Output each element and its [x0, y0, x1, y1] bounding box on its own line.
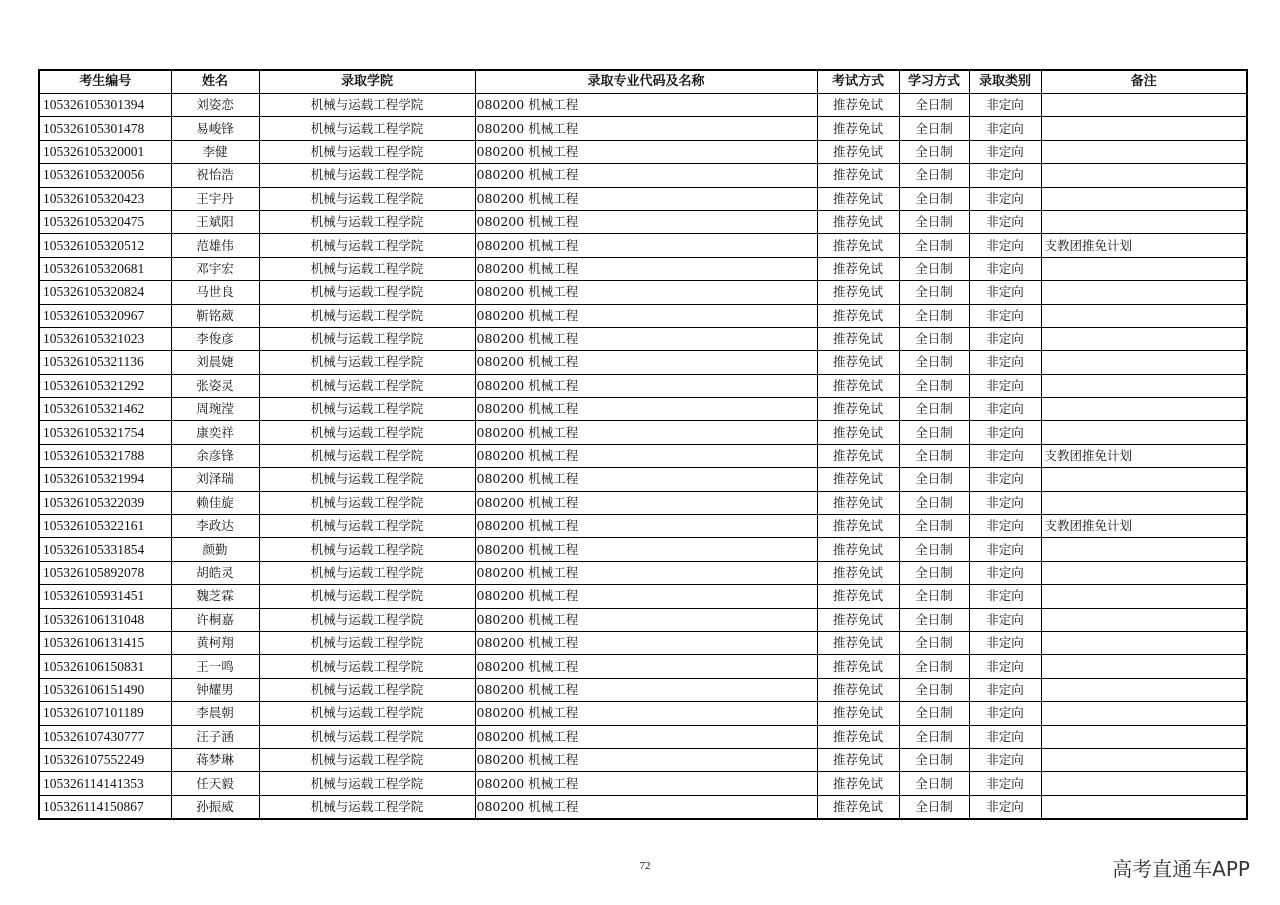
cell-exam-type: 推荐免试: [817, 257, 899, 280]
cell-study-mode: 全日制: [899, 187, 969, 210]
cell-category: 非定向: [969, 795, 1041, 819]
watermark-text: 高考直通车APP: [1112, 857, 1250, 881]
table-row: [39, 421, 1247, 444]
cell-notes: [1041, 468, 1247, 491]
cell-notes: [1041, 795, 1247, 819]
cell-candidate-id: 105326105321788: [39, 444, 171, 467]
table-row: [39, 585, 1247, 608]
cell-school: 机械与运载工程学院: [259, 772, 475, 795]
cell-study-mode: 全日制: [899, 538, 969, 561]
cell-candidate-id: 105326105320681: [39, 257, 171, 280]
cell-major: 080200 机械工程: [475, 538, 817, 561]
cell-category: 非定向: [969, 538, 1041, 561]
header-notes: 备注: [1041, 70, 1247, 94]
cell-study-mode: 全日制: [899, 140, 969, 163]
cell-category: 非定向: [969, 187, 1041, 210]
cell-notes: [1041, 772, 1247, 795]
cell-name: 康奕祥: [171, 421, 259, 444]
cell-study-mode: 全日制: [899, 491, 969, 514]
cell-category: 非定向: [969, 421, 1041, 444]
table-row: [39, 327, 1247, 350]
cell-school: 机械与运载工程学院: [259, 351, 475, 374]
cell-name: 王斌阳: [171, 210, 259, 233]
cell-notes: [1041, 748, 1247, 771]
cell-name: 王一鸣: [171, 655, 259, 678]
admission-table: [38, 69, 1248, 820]
cell-category: 非定向: [969, 94, 1041, 117]
cell-notes: [1041, 702, 1247, 725]
cell-school: 机械与运载工程学院: [259, 374, 475, 397]
cell-exam-type: 推荐免试: [817, 117, 899, 140]
cell-candidate-id: 105326105321994: [39, 468, 171, 491]
cell-name: 任天毅: [171, 772, 259, 795]
cell-study-mode: 全日制: [899, 678, 969, 701]
table-body: [39, 94, 1247, 820]
header-exam-type: 考试方式: [817, 70, 899, 94]
cell-major: 080200 机械工程: [475, 491, 817, 514]
cell-name: 李晨朝: [171, 702, 259, 725]
cell-major: 080200 机械工程: [475, 210, 817, 233]
cell-notes: [1041, 374, 1247, 397]
cell-candidate-id: 105326106151490: [39, 678, 171, 701]
cell-exam-type: 推荐免试: [817, 304, 899, 327]
cell-category: 非定向: [969, 772, 1041, 795]
cell-exam-type: 推荐免试: [817, 281, 899, 304]
cell-school: 机械与运载工程学院: [259, 327, 475, 350]
cell-category: 非定向: [969, 234, 1041, 257]
table-header-row: [39, 70, 1247, 94]
cell-candidate-id: 105326105321462: [39, 398, 171, 421]
cell-exam-type: 推荐免试: [817, 585, 899, 608]
table-row: [39, 210, 1247, 233]
cell-major: 080200 机械工程: [475, 468, 817, 491]
cell-notes: [1041, 117, 1247, 140]
cell-major: 080200 机械工程: [475, 608, 817, 631]
table-row: [39, 748, 1247, 771]
cell-study-mode: 全日制: [899, 164, 969, 187]
cell-major: 080200 机械工程: [475, 374, 817, 397]
cell-school: 机械与运载工程学院: [259, 398, 475, 421]
cell-school: 机械与运载工程学院: [259, 561, 475, 584]
cell-study-mode: 全日制: [899, 304, 969, 327]
cell-major: 080200 机械工程: [475, 748, 817, 771]
cell-candidate-id: 105326105301478: [39, 117, 171, 140]
cell-major: 080200 机械工程: [475, 561, 817, 584]
cell-category: 非定向: [969, 281, 1041, 304]
cell-notes: [1041, 281, 1247, 304]
cell-category: 非定向: [969, 631, 1041, 654]
cell-candidate-id: 105326105320824: [39, 281, 171, 304]
cell-candidate-id: 105326105331854: [39, 538, 171, 561]
cell-name: 赖佳旋: [171, 491, 259, 514]
cell-major: 080200 机械工程: [475, 281, 817, 304]
cell-major: 080200 机械工程: [475, 421, 817, 444]
cell-exam-type: 推荐免试: [817, 444, 899, 467]
cell-notes: [1041, 655, 1247, 678]
cell-major: 080200 机械工程: [475, 117, 817, 140]
cell-candidate-id: 105326105892078: [39, 561, 171, 584]
cell-notes: [1041, 304, 1247, 327]
cell-notes: [1041, 678, 1247, 701]
cell-exam-type: 推荐免试: [817, 210, 899, 233]
cell-category: 非定向: [969, 608, 1041, 631]
table-row: [39, 234, 1247, 257]
cell-notes: [1041, 608, 1247, 631]
cell-major: 080200 机械工程: [475, 655, 817, 678]
cell-exam-type: 推荐免试: [817, 421, 899, 444]
cell-study-mode: 全日制: [899, 468, 969, 491]
cell-school: 机械与运载工程学院: [259, 117, 475, 140]
table-row: [39, 702, 1247, 725]
cell-school: 机械与运载工程学院: [259, 585, 475, 608]
cell-study-mode: 全日制: [899, 655, 969, 678]
cell-school: 机械与运载工程学院: [259, 210, 475, 233]
cell-notes: [1041, 327, 1247, 350]
table-row: [39, 468, 1247, 491]
cell-name: 周琬滢: [171, 398, 259, 421]
cell-candidate-id: 105326105320001: [39, 140, 171, 163]
cell-notes: [1041, 398, 1247, 421]
cell-study-mode: 全日制: [899, 374, 969, 397]
cell-candidate-id: 105326105321754: [39, 421, 171, 444]
cell-name: 易峻锋: [171, 117, 259, 140]
cell-category: 非定向: [969, 491, 1041, 514]
cell-name: 颜勤: [171, 538, 259, 561]
table-row: [39, 561, 1247, 584]
cell-school: 机械与运载工程学院: [259, 421, 475, 444]
cell-name: 汪子涵: [171, 725, 259, 748]
cell-notes: [1041, 257, 1247, 280]
cell-school: 机械与运载工程学院: [259, 234, 475, 257]
cell-category: 非定向: [969, 351, 1041, 374]
cell-study-mode: 全日制: [899, 631, 969, 654]
table-row: [39, 304, 1247, 327]
cell-major: 080200 机械工程: [475, 234, 817, 257]
cell-study-mode: 全日制: [899, 702, 969, 725]
cell-exam-type: 推荐免试: [817, 538, 899, 561]
table-row: [39, 608, 1247, 631]
header-name: 姓名: [171, 70, 259, 94]
header-school: 录取学院: [259, 70, 475, 94]
table-row: [39, 725, 1247, 748]
cell-school: 机械与运载工程学院: [259, 725, 475, 748]
cell-candidate-id: 105326107101189: [39, 702, 171, 725]
header-category: 录取类别: [969, 70, 1041, 94]
cell-candidate-id: 105326105322161: [39, 515, 171, 538]
cell-candidate-id: 105326107430777: [39, 725, 171, 748]
cell-name: 刘泽瑞: [171, 468, 259, 491]
cell-category: 非定向: [969, 585, 1041, 608]
cell-study-mode: 全日制: [899, 748, 969, 771]
table-row: [39, 631, 1247, 654]
cell-school: 机械与运载工程学院: [259, 655, 475, 678]
cell-category: 非定向: [969, 398, 1041, 421]
cell-candidate-id: 105326105321292: [39, 374, 171, 397]
cell-category: 非定向: [969, 140, 1041, 163]
cell-study-mode: 全日制: [899, 585, 969, 608]
cell-study-mode: 全日制: [899, 772, 969, 795]
cell-school: 机械与运载工程学院: [259, 140, 475, 163]
cell-category: 非定向: [969, 725, 1041, 748]
table-row: [39, 515, 1247, 538]
cell-candidate-id: 105326105322039: [39, 491, 171, 514]
cell-notes: [1041, 538, 1247, 561]
cell-major: 080200 机械工程: [475, 678, 817, 701]
cell-category: 非定向: [969, 702, 1041, 725]
cell-study-mode: 全日制: [899, 515, 969, 538]
table-row: [39, 281, 1247, 304]
cell-exam-type: 推荐免试: [817, 631, 899, 654]
cell-notes: [1041, 631, 1247, 654]
admission-table-container: [38, 69, 1246, 820]
cell-exam-type: 推荐免试: [817, 608, 899, 631]
cell-exam-type: 推荐免试: [817, 561, 899, 584]
cell-school: 机械与运载工程学院: [259, 515, 475, 538]
cell-school: 机械与运载工程学院: [259, 702, 475, 725]
cell-school: 机械与运载工程学院: [259, 164, 475, 187]
cell-name: 邓宇宏: [171, 257, 259, 280]
table-row: [39, 117, 1247, 140]
cell-name: 蒋梦琳: [171, 748, 259, 771]
cell-name: 黄柯翔: [171, 631, 259, 654]
cell-notes: 支教团推免计划: [1041, 444, 1247, 467]
cell-category: 非定向: [969, 444, 1041, 467]
cell-notes: [1041, 585, 1247, 608]
cell-candidate-id: 105326106131048: [39, 608, 171, 631]
cell-exam-type: 推荐免试: [817, 515, 899, 538]
cell-exam-type: 推荐免试: [817, 702, 899, 725]
cell-exam-type: 推荐免试: [817, 772, 899, 795]
cell-candidate-id: 105326105320475: [39, 210, 171, 233]
cell-major: 080200 机械工程: [475, 351, 817, 374]
cell-category: 非定向: [969, 515, 1041, 538]
cell-name: 魏芝霖: [171, 585, 259, 608]
cell-candidate-id: 105326105320967: [39, 304, 171, 327]
cell-school: 机械与运载工程学院: [259, 94, 475, 117]
cell-exam-type: 推荐免试: [817, 187, 899, 210]
cell-name: 孙振威: [171, 795, 259, 819]
cell-exam-type: 推荐免试: [817, 491, 899, 514]
cell-exam-type: 推荐免试: [817, 468, 899, 491]
table-row: [39, 538, 1247, 561]
cell-name: 马世良: [171, 281, 259, 304]
cell-exam-type: 推荐免试: [817, 94, 899, 117]
cell-study-mode: 全日制: [899, 327, 969, 350]
cell-candidate-id: 105326105301394: [39, 94, 171, 117]
cell-major: 080200 机械工程: [475, 187, 817, 210]
table-row: [39, 772, 1247, 795]
cell-name: 祝怡浩: [171, 164, 259, 187]
cell-study-mode: 全日制: [899, 421, 969, 444]
cell-category: 非定向: [969, 374, 1041, 397]
table-row: [39, 140, 1247, 163]
cell-school: 机械与运载工程学院: [259, 631, 475, 654]
cell-major: 080200 机械工程: [475, 140, 817, 163]
cell-study-mode: 全日制: [899, 608, 969, 631]
cell-exam-type: 推荐免试: [817, 795, 899, 819]
table-row: [39, 94, 1247, 117]
cell-major: 080200 机械工程: [475, 304, 817, 327]
cell-category: 非定向: [969, 468, 1041, 491]
cell-exam-type: 推荐免试: [817, 748, 899, 771]
cell-name: 刘晨婕: [171, 351, 259, 374]
cell-name: 靳铭葳: [171, 304, 259, 327]
cell-study-mode: 全日制: [899, 257, 969, 280]
table-row: [39, 491, 1247, 514]
cell-school: 机械与运载工程学院: [259, 257, 475, 280]
cell-name: 余彦锋: [171, 444, 259, 467]
cell-study-mode: 全日制: [899, 234, 969, 257]
cell-exam-type: 推荐免试: [817, 327, 899, 350]
cell-category: 非定向: [969, 117, 1041, 140]
cell-study-mode: 全日制: [899, 561, 969, 584]
cell-category: 非定向: [969, 748, 1041, 771]
cell-notes: [1041, 140, 1247, 163]
cell-major: 080200 机械工程: [475, 398, 817, 421]
cell-name: 李俊彦: [171, 327, 259, 350]
cell-candidate-id: 105326106150831: [39, 655, 171, 678]
cell-category: 非定向: [969, 678, 1041, 701]
cell-candidate-id: 105326105320056: [39, 164, 171, 187]
cell-exam-type: 推荐免试: [817, 234, 899, 257]
cell-candidate-id: 105326105320512: [39, 234, 171, 257]
cell-notes: 支教团推免计划: [1041, 515, 1247, 538]
cell-exam-type: 推荐免试: [817, 725, 899, 748]
cell-school: 机械与运载工程学院: [259, 444, 475, 467]
cell-exam-type: 推荐免试: [817, 351, 899, 374]
cell-exam-type: 推荐免试: [817, 164, 899, 187]
cell-major: 080200 机械工程: [475, 444, 817, 467]
cell-notes: [1041, 94, 1247, 117]
cell-major: 080200 机械工程: [475, 327, 817, 350]
cell-name: 许桐嘉: [171, 608, 259, 631]
cell-major: 080200 机械工程: [475, 795, 817, 819]
cell-name: 范雄伟: [171, 234, 259, 257]
cell-notes: [1041, 421, 1247, 444]
cell-notes: [1041, 561, 1247, 584]
cell-school: 机械与运载工程学院: [259, 187, 475, 210]
cell-major: 080200 机械工程: [475, 515, 817, 538]
cell-exam-type: 推荐免试: [817, 140, 899, 163]
header-major: 录取专业代码及名称: [475, 70, 817, 94]
table-row: [39, 257, 1247, 280]
cell-major: 080200 机械工程: [475, 164, 817, 187]
cell-notes: 支教团推免计划: [1041, 234, 1247, 257]
cell-category: 非定向: [969, 561, 1041, 584]
cell-study-mode: 全日制: [899, 398, 969, 421]
table-row: [39, 678, 1247, 701]
table-row: [39, 398, 1247, 421]
cell-candidate-id: 105326105931451: [39, 585, 171, 608]
cell-notes: [1041, 187, 1247, 210]
header-study-mode: 学习方式: [899, 70, 969, 94]
cell-category: 非定向: [969, 327, 1041, 350]
cell-name: 张姿灵: [171, 374, 259, 397]
cell-study-mode: 全日制: [899, 795, 969, 819]
cell-category: 非定向: [969, 210, 1041, 233]
cell-study-mode: 全日制: [899, 281, 969, 304]
cell-candidate-id: 105326105321023: [39, 327, 171, 350]
cell-school: 机械与运载工程学院: [259, 678, 475, 701]
cell-major: 080200 机械工程: [475, 585, 817, 608]
table-row: [39, 655, 1247, 678]
cell-category: 非定向: [969, 257, 1041, 280]
table-row: [39, 795, 1247, 819]
cell-exam-type: 推荐免试: [817, 655, 899, 678]
cell-category: 非定向: [969, 164, 1041, 187]
cell-notes: [1041, 351, 1247, 374]
cell-school: 机械与运载工程学院: [259, 281, 475, 304]
cell-major: 080200 机械工程: [475, 702, 817, 725]
cell-school: 机械与运载工程学院: [259, 468, 475, 491]
cell-exam-type: 推荐免试: [817, 678, 899, 701]
cell-name: 钟耀男: [171, 678, 259, 701]
table-row: [39, 187, 1247, 210]
cell-candidate-id: 105326105320423: [39, 187, 171, 210]
cell-notes: [1041, 725, 1247, 748]
cell-major: 080200 机械工程: [475, 725, 817, 748]
cell-school: 机械与运载工程学院: [259, 795, 475, 819]
cell-major: 080200 机械工程: [475, 631, 817, 654]
cell-name: 胡皓灵: [171, 561, 259, 584]
cell-major: 080200 机械工程: [475, 257, 817, 280]
page-number: 72: [639, 860, 651, 872]
cell-notes: [1041, 210, 1247, 233]
header-candidate-id: 考生编号: [39, 70, 171, 94]
cell-candidate-id: 105326105321136: [39, 351, 171, 374]
cell-exam-type: 推荐免试: [817, 374, 899, 397]
cell-major: 080200 机械工程: [475, 94, 817, 117]
cell-school: 机械与运载工程学院: [259, 608, 475, 631]
cell-notes: [1041, 491, 1247, 514]
cell-study-mode: 全日制: [899, 444, 969, 467]
table-row: [39, 351, 1247, 374]
cell-category: 非定向: [969, 655, 1041, 678]
cell-name: 王宇丹: [171, 187, 259, 210]
cell-name: 李健: [171, 140, 259, 163]
cell-school: 机械与运载工程学院: [259, 748, 475, 771]
cell-school: 机械与运载工程学院: [259, 491, 475, 514]
cell-candidate-id: 105326107552249: [39, 748, 171, 771]
cell-study-mode: 全日制: [899, 725, 969, 748]
cell-school: 机械与运载工程学院: [259, 304, 475, 327]
cell-major: 080200 机械工程: [475, 772, 817, 795]
cell-school: 机械与运载工程学院: [259, 538, 475, 561]
cell-candidate-id: 105326106131415: [39, 631, 171, 654]
table-row: [39, 444, 1247, 467]
cell-name: 李政达: [171, 515, 259, 538]
cell-exam-type: 推荐免试: [817, 398, 899, 421]
cell-name: 刘姿恋: [171, 94, 259, 117]
cell-study-mode: 全日制: [899, 351, 969, 374]
cell-category: 非定向: [969, 304, 1041, 327]
table-row: [39, 164, 1247, 187]
cell-study-mode: 全日制: [899, 117, 969, 140]
table-row: [39, 374, 1247, 397]
cell-study-mode: 全日制: [899, 210, 969, 233]
cell-candidate-id: 105326114141353: [39, 772, 171, 795]
cell-candidate-id: 105326114150867: [39, 795, 171, 819]
cell-study-mode: 全日制: [899, 94, 969, 117]
cell-notes: [1041, 164, 1247, 187]
